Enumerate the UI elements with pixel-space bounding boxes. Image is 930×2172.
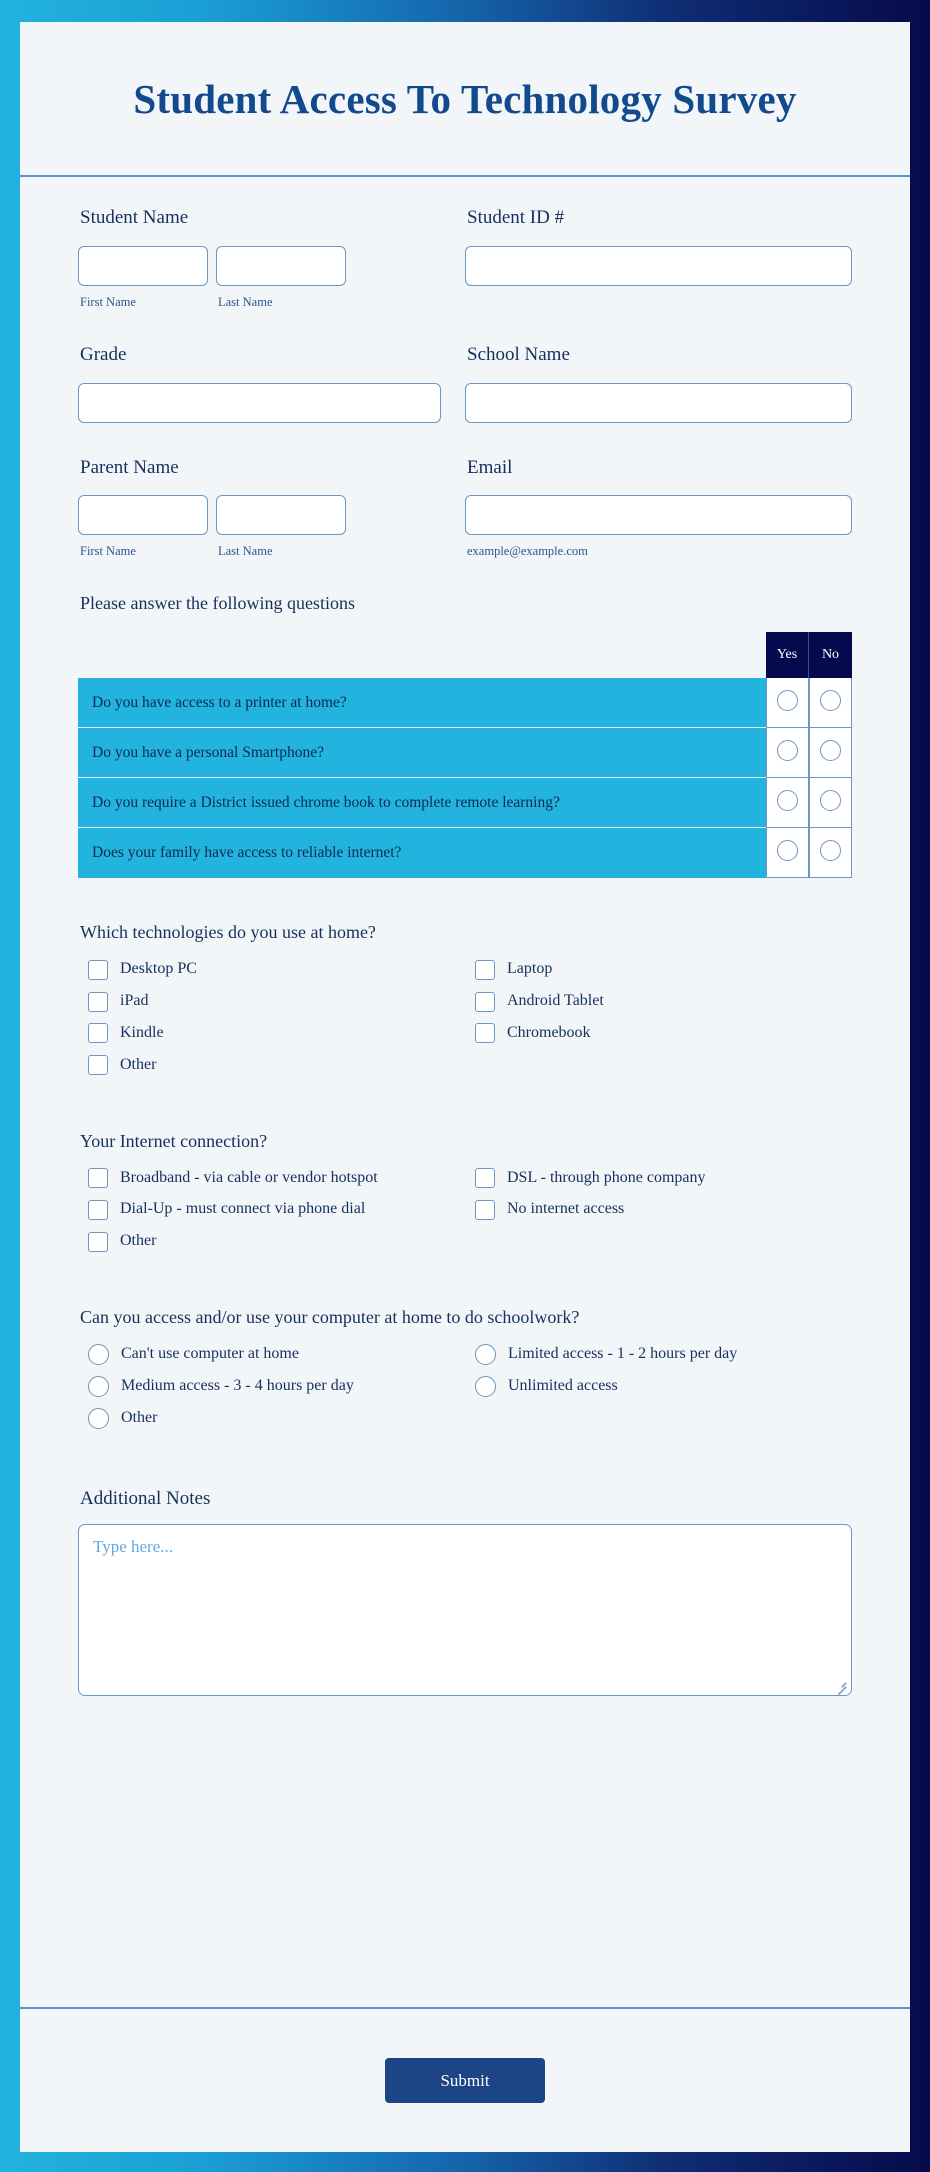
technology-option-label: Other bbox=[120, 1055, 157, 1073]
matrix-header-spacer bbox=[78, 632, 766, 678]
internet-option[interactable] bbox=[78, 1168, 465, 1189]
technology-option[interactable] bbox=[465, 1023, 852, 1044]
field-row-parent-email bbox=[78, 457, 852, 560]
internet-option-label: Other bbox=[120, 1232, 157, 1250]
field-row-student bbox=[78, 207, 852, 310]
field-group-grade bbox=[78, 344, 465, 423]
internet-options bbox=[78, 1168, 852, 1263]
matrix-row bbox=[78, 828, 852, 878]
computer-access-option[interactable] bbox=[78, 1344, 465, 1365]
matrix-radio-cell-yes[interactable] bbox=[766, 678, 809, 728]
matrix-column-header-yes: Yes bbox=[766, 632, 809, 678]
technology-option-label: Desktop PC bbox=[120, 960, 197, 978]
matrix-intro-text: Please answer the following questions bbox=[80, 593, 355, 614]
form-body bbox=[20, 177, 910, 2007]
checkbox-icon[interactable] bbox=[88, 1168, 108, 1188]
computer-access-question: Can you access and/or use your computer at home to do schoolwork? bbox=[80, 1306, 580, 1327]
technologies-question: Which technologies do you use at home? bbox=[80, 922, 376, 943]
radio-button-icon[interactable] bbox=[820, 690, 841, 711]
matrix-row bbox=[78, 678, 852, 728]
technologies-group bbox=[78, 922, 852, 1086]
matrix-radio-cell-no[interactable] bbox=[809, 828, 852, 878]
matrix-radio-cell-no[interactable] bbox=[809, 728, 852, 778]
additional-notes-placeholder: Type here... bbox=[93, 1536, 173, 1556]
grade-input[interactable] bbox=[78, 383, 441, 423]
field-group-student-id bbox=[465, 207, 852, 310]
computer-access-option-label: Limited access - 1 - 2 hours per day bbox=[508, 1345, 738, 1363]
radio-button-icon[interactable] bbox=[88, 1344, 109, 1365]
radio-button-icon[interactable] bbox=[777, 740, 798, 761]
checkbox-icon[interactable] bbox=[475, 992, 495, 1012]
student-id-input[interactable] bbox=[465, 246, 852, 286]
technology-option[interactable] bbox=[465, 991, 852, 1012]
email-label: Email bbox=[467, 456, 513, 478]
form-footer bbox=[20, 2007, 910, 2152]
matrix-body bbox=[78, 678, 852, 878]
student-first-name-input[interactable] bbox=[78, 246, 208, 286]
checkbox-icon[interactable] bbox=[88, 960, 108, 980]
additional-notes-label: Additional Notes bbox=[80, 1487, 211, 1509]
internet-option-label: No internet access bbox=[507, 1200, 625, 1218]
parent-first-name-input[interactable] bbox=[78, 495, 208, 535]
internet-option-label: Broadband - via cable or vendor hotspot bbox=[120, 1168, 378, 1186]
student-name-label: Student Name bbox=[80, 207, 189, 228]
technology-option[interactable] bbox=[465, 959, 852, 980]
matrix-question-label: Do you have access to a printer at home? bbox=[78, 678, 766, 728]
radio-button-icon[interactable] bbox=[88, 1408, 109, 1429]
computer-access-option-label: Other bbox=[121, 1409, 158, 1427]
checkbox-icon[interactable] bbox=[475, 960, 495, 980]
internet-option[interactable] bbox=[78, 1231, 465, 1252]
computer-access-option[interactable] bbox=[465, 1344, 852, 1365]
submit-button[interactable]: Submit bbox=[385, 2058, 545, 2103]
matrix-radio-cell-yes[interactable] bbox=[766, 778, 809, 828]
field-group-parent-name bbox=[78, 457, 465, 560]
technology-option-label: iPad bbox=[120, 992, 149, 1010]
checkbox-icon[interactable] bbox=[475, 1168, 495, 1188]
internet-option[interactable] bbox=[465, 1168, 852, 1189]
matrix-radio-cell-no[interactable] bbox=[809, 678, 852, 728]
resize-handle-icon[interactable] bbox=[834, 1679, 847, 1692]
technology-option-label: Chromebook bbox=[507, 1023, 591, 1041]
radio-button-icon[interactable] bbox=[475, 1376, 496, 1397]
matrix-question-label: Do you require a District issued chrome book to complete remote learning? bbox=[78, 778, 766, 828]
radio-button-icon[interactable] bbox=[777, 690, 798, 711]
internet-option-label: Dial-Up - must connect via phone dial bbox=[120, 1200, 366, 1218]
technology-option-label: Kindle bbox=[120, 1023, 164, 1041]
technology-option[interactable] bbox=[78, 991, 465, 1012]
technology-option-label: Android Tablet bbox=[507, 992, 604, 1010]
matrix-header bbox=[78, 632, 852, 678]
matrix-question-label: Do you have a personal Smartphone? bbox=[78, 728, 766, 778]
grade-label: Grade bbox=[80, 343, 127, 365]
radio-button-icon[interactable] bbox=[475, 1344, 496, 1365]
internet-option[interactable] bbox=[465, 1199, 852, 1220]
computer-access-option[interactable] bbox=[465, 1376, 852, 1397]
field-group-school-name bbox=[465, 344, 852, 423]
internet-question: Your Internet connection? bbox=[80, 1130, 268, 1151]
field-group-student-name bbox=[78, 207, 465, 310]
student-first-name-sublabel: First Name bbox=[80, 294, 136, 309]
email-input[interactable] bbox=[465, 495, 852, 535]
technologies-options bbox=[78, 959, 852, 1086]
radio-button-icon[interactable] bbox=[820, 790, 841, 811]
parent-last-name-input[interactable] bbox=[216, 495, 346, 535]
radio-button-icon[interactable] bbox=[777, 790, 798, 811]
student-last-name-sublabel: Last Name bbox=[218, 294, 273, 309]
matrix-column-header-no: No bbox=[809, 632, 852, 678]
internet-option-label: DSL - through phone company bbox=[507, 1168, 706, 1186]
additional-notes-block bbox=[78, 1488, 852, 1714]
technology-option-label: Laptop bbox=[507, 960, 553, 978]
email-sublabel: example@example.com bbox=[467, 544, 588, 559]
checkbox-icon[interactable] bbox=[88, 992, 108, 1012]
checkbox-icon[interactable] bbox=[88, 1200, 108, 1220]
technology-option[interactable] bbox=[78, 959, 465, 980]
checkbox-icon[interactable] bbox=[88, 1055, 108, 1075]
matrix-radio-cell-yes[interactable] bbox=[766, 828, 809, 878]
additional-notes-textarea[interactable] bbox=[78, 1524, 852, 1696]
checkbox-icon[interactable] bbox=[88, 1232, 108, 1252]
matrix-question-label: Does your family have access to reliable internet? bbox=[78, 828, 766, 878]
computer-access-option-label: Medium access - 3 - 4 hours per day bbox=[121, 1377, 354, 1395]
school-name-label: School Name bbox=[467, 343, 570, 365]
matrix-row bbox=[78, 728, 852, 778]
computer-access-option-label: Can't use computer at home bbox=[121, 1345, 299, 1363]
radio-button-icon[interactable] bbox=[820, 840, 841, 861]
form-container bbox=[20, 22, 910, 2152]
technology-option[interactable] bbox=[78, 1023, 465, 1044]
parent-last-name-sublabel: Last Name bbox=[218, 544, 273, 559]
school-name-input[interactable] bbox=[465, 383, 852, 423]
matrix-radio-cell-no[interactable] bbox=[809, 778, 852, 828]
matrix-row bbox=[78, 778, 852, 828]
internet-option[interactable] bbox=[78, 1199, 465, 1220]
parent-first-name-sublabel: First Name bbox=[80, 544, 136, 559]
parent-name-label: Parent Name bbox=[80, 456, 179, 478]
matrix-radio-cell-yes[interactable] bbox=[766, 728, 809, 778]
radio-button-icon[interactable] bbox=[777, 840, 798, 861]
field-group-email bbox=[465, 457, 852, 560]
field-row-grade-school bbox=[78, 344, 852, 423]
computer-access-group bbox=[78, 1307, 852, 1440]
checkbox-icon[interactable] bbox=[475, 1023, 495, 1043]
computer-access-option-label: Unlimited access bbox=[508, 1377, 618, 1395]
computer-access-options bbox=[78, 1344, 852, 1440]
radio-button-icon[interactable] bbox=[88, 1376, 109, 1397]
radio-button-icon[interactable] bbox=[820, 740, 841, 761]
technology-option[interactable] bbox=[78, 1055, 465, 1076]
student-last-name-input[interactable] bbox=[216, 246, 346, 286]
computer-access-option[interactable] bbox=[78, 1376, 465, 1397]
student-id-label: Student ID # bbox=[467, 207, 565, 228]
form-header bbox=[20, 22, 910, 177]
internet-group bbox=[78, 1131, 852, 1263]
page-title: Student Access To Technology Survey bbox=[133, 75, 797, 122]
checkbox-icon[interactable] bbox=[475, 1200, 495, 1220]
checkbox-icon[interactable] bbox=[88, 1023, 108, 1043]
computer-access-option[interactable] bbox=[78, 1408, 465, 1429]
yes-no-matrix-table bbox=[78, 632, 852, 878]
